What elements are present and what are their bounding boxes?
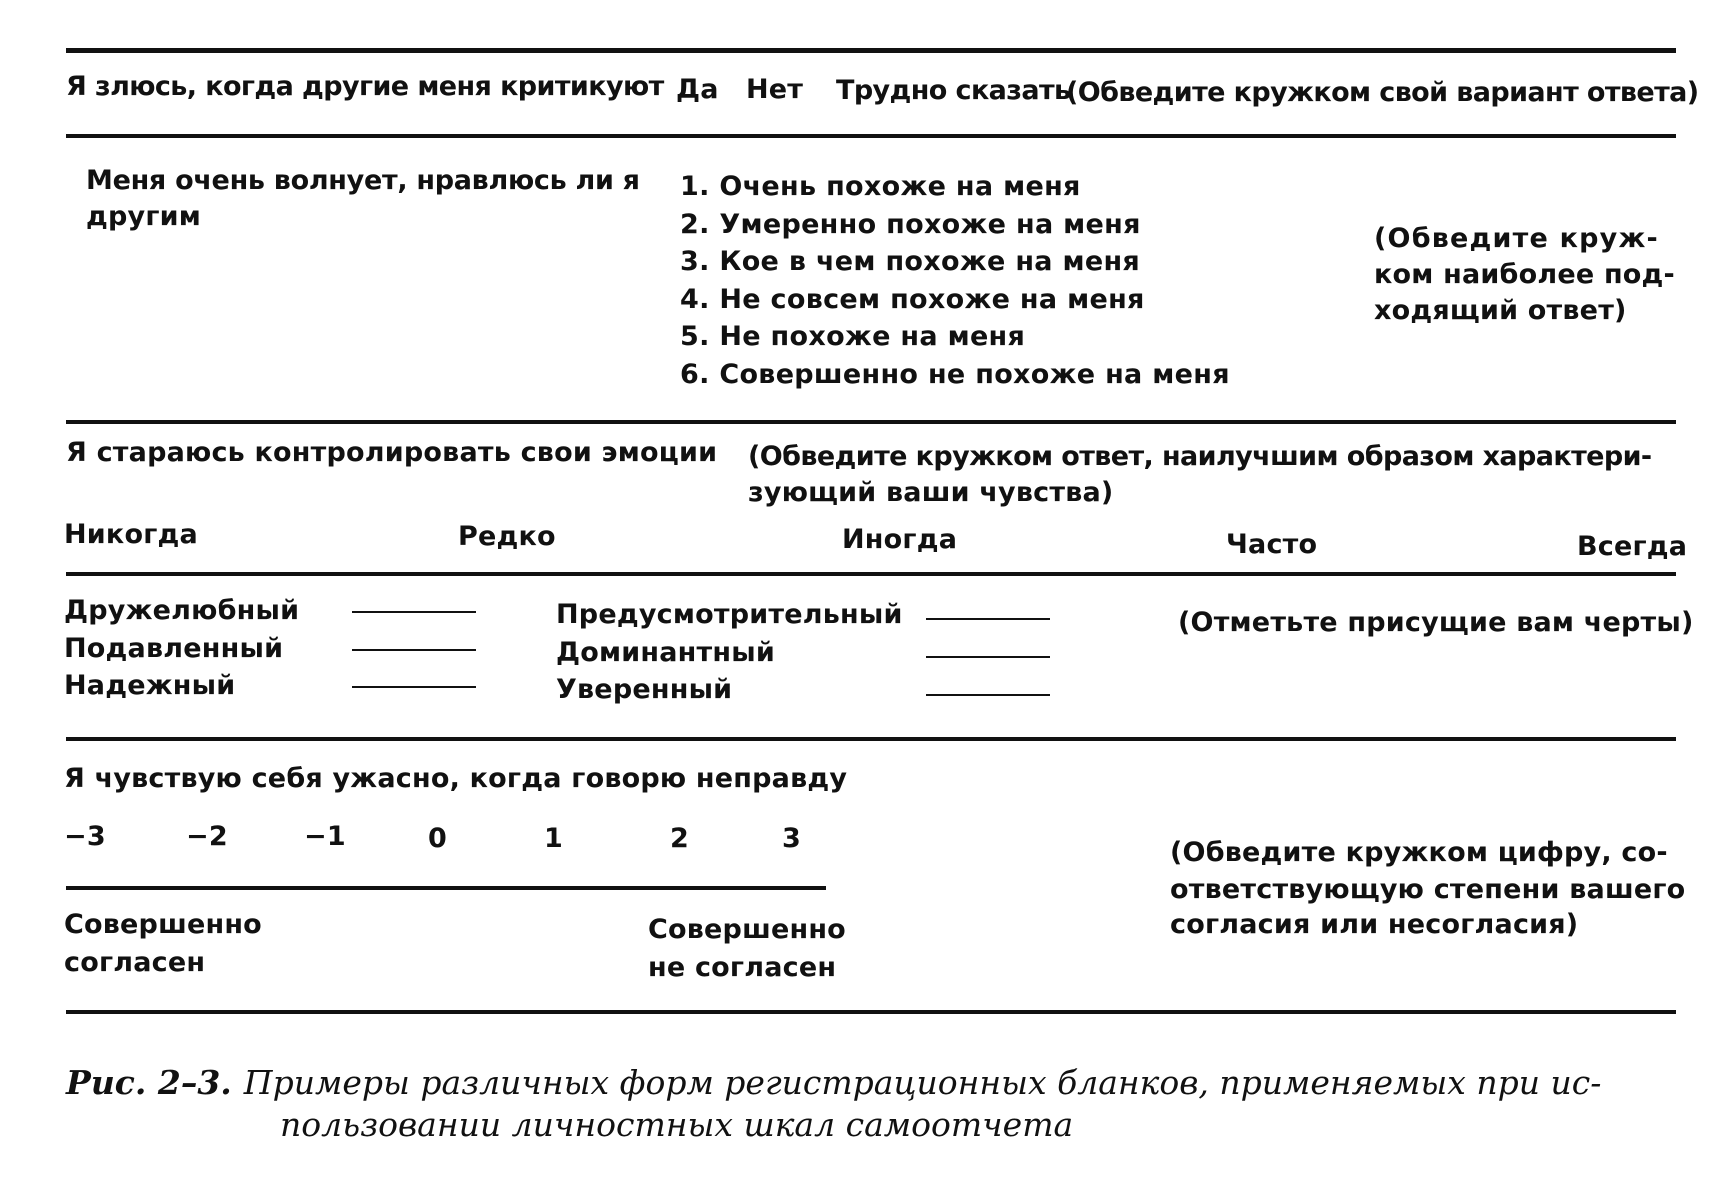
q5-scale-number[interactable]: 0 xyxy=(428,823,447,854)
q5-scale-number[interactable]: 1 xyxy=(544,823,563,854)
q5-instruction-line3: согласия или несогласия) xyxy=(1170,909,1579,940)
q4-trait-left: Надежный xyxy=(64,670,236,701)
figure-caption xyxy=(66,1062,1666,1146)
q1-option-yes[interactable]: Да xyxy=(676,74,719,105)
q1-statement: Я злюсь, когда другие меня критикуют xyxy=(66,71,664,102)
q5-scale-number[interactable]: 3 xyxy=(782,823,801,854)
q3-instruction-line1: (Обведите кружком ответ, наилучшим образом характери- xyxy=(748,441,1652,472)
rule-top xyxy=(66,48,1676,53)
q5-statement: Я чувствую себя ужасно, когда говорю неправду xyxy=(64,763,848,794)
q5-scale-number[interactable]: −3 xyxy=(64,821,106,852)
q2-option[interactable]: 4. Не совсем похоже на меня xyxy=(680,283,1145,315)
q4-trait-left: Подавленный xyxy=(64,633,284,664)
q2-instruction-line3: ходящий ответ) xyxy=(1374,295,1627,326)
q5-scale-number[interactable]: 2 xyxy=(670,823,689,854)
q5-anchor-left-line2: согласен xyxy=(64,947,206,978)
q5-instruction-line2: ответствующую степени вашего xyxy=(1170,874,1686,905)
q4-trait-left: Дружелюбный xyxy=(64,595,300,626)
q1-option-no[interactable]: Нет xyxy=(746,74,804,105)
q1-instruction: (Обведите кружком свой вариант ответа) xyxy=(1066,77,1699,108)
caption-label: Рис. 2–3. xyxy=(66,1063,232,1102)
q3-scale-option[interactable]: Редко xyxy=(458,521,556,552)
q2-statement-line1: Меня очень волнует, нравлюсь ли я xyxy=(86,165,640,196)
q3-scale-option[interactable]: Никогда xyxy=(64,519,198,550)
q4-blank-right[interactable] xyxy=(926,694,1050,696)
rule-2 xyxy=(66,420,1676,424)
q5-scale-number[interactable]: −1 xyxy=(304,821,346,852)
q1-option-hard[interactable]: Трудно сказать xyxy=(836,75,1071,106)
q4-blank-left[interactable] xyxy=(352,686,476,688)
q4-trait-right: Уверенный xyxy=(556,674,733,705)
q2-option[interactable]: 3. Кое в чем похоже на меня xyxy=(680,246,1141,277)
q2-instruction-line2: ком наиболее под- xyxy=(1374,259,1675,290)
q4-blank-left[interactable] xyxy=(352,611,476,613)
rule-scale xyxy=(66,886,826,890)
q3-scale-option[interactable]: Всегда xyxy=(1577,531,1688,562)
rule-3 xyxy=(66,572,1676,576)
rule-bottom xyxy=(66,1010,1676,1014)
rule-4 xyxy=(66,737,1676,741)
q2-option[interactable]: 5. Не похоже на меня xyxy=(680,321,1026,352)
q2-option[interactable]: 2. Умеренно похоже на меня xyxy=(680,208,1141,240)
q2-instruction-line1: (Обведите круж- xyxy=(1374,223,1659,254)
q4-instruction: (Отметьте присущие вам черты) xyxy=(1178,607,1694,638)
q3-instruction-line2: зующий ваши чувства) xyxy=(748,477,1114,508)
q4-trait-right: Доминантный xyxy=(556,637,775,668)
q5-anchor-right-line2: не согласен xyxy=(648,952,837,983)
q5-instruction-line1: (Обведите кружком цифру, со- xyxy=(1170,837,1668,868)
q3-scale-option[interactable]: Иногда xyxy=(842,524,958,555)
rule-1 xyxy=(66,134,1676,138)
q5-anchor-right-line1: Совершенно xyxy=(648,914,846,945)
caption-text-line2: пользовании личностных шкал самоотчета xyxy=(280,1105,1074,1144)
q4-blank-left[interactable] xyxy=(352,649,476,651)
q5-scale-number[interactable]: −2 xyxy=(186,821,228,852)
caption-text-line1: Примеры различных форм регистрационных бланков, применяемых при ис- xyxy=(243,1063,1602,1102)
q5-anchor-left-line1: Совершенно xyxy=(64,909,262,940)
q2-statement-line2: другим xyxy=(86,201,202,232)
q2-option[interactable]: 1. Очень похоже на меня xyxy=(680,171,1081,202)
q4-blank-right[interactable] xyxy=(926,618,1050,620)
q4-trait-right: Предусмотрительный xyxy=(556,599,903,630)
q4-blank-right[interactable] xyxy=(926,656,1050,658)
q3-scale-option[interactable]: Часто xyxy=(1226,529,1318,560)
q2-options-list xyxy=(680,168,1230,393)
q3-statement: Я стараюсь контролировать свои эмоции xyxy=(66,437,718,468)
q2-option[interactable]: 6. Совершенно не похоже на меня xyxy=(680,358,1230,390)
